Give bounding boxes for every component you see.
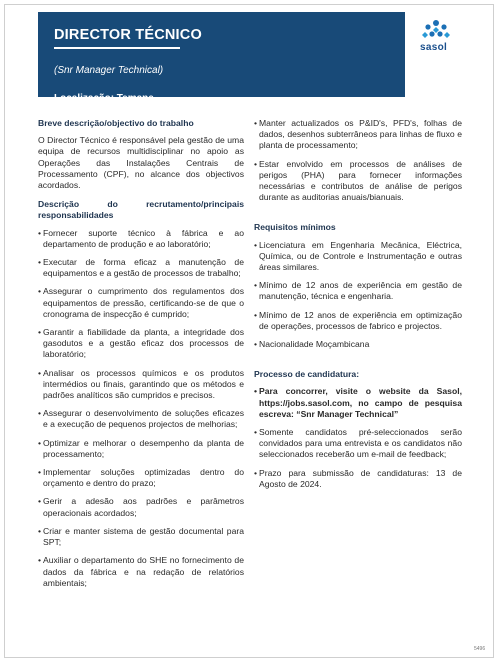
list-item: • Manter actualizados os P&ID's, PFD's, folhas de dados, desenhos subterrâneos para linhas de fluxo e planta de processamento; <box>254 118 462 152</box>
list-item: • Nacionalidade Moçambicana <box>254 339 462 350</box>
list-item: • Executar de forma eficaz a manutenção de equipamentos e a gestão de processos de trabalho; <box>38 257 244 279</box>
left-column <box>38 118 244 596</box>
job-subtitle: (Snr Manager Technical) <box>54 65 164 76</box>
list-item: • Estar envolvido em processos de análises de perigos (PHA) para fornecer informações necessárias e contributos de análise de perigos durante as auditorias anuais/bianuais. <box>254 159 462 204</box>
page-code: 5496 <box>474 646 486 652</box>
right-column <box>254 118 462 497</box>
duties-list-continued <box>254 118 462 203</box>
job-title: DIRECTOR TÉCNICO <box>54 27 202 43</box>
list-item: • Criar e manter sistema de gestão documental para SPT; <box>38 526 244 548</box>
list-item: • Somente candidatos pré-seleccionados serão convidados para uma entrevista e os candidatos não seleccionados receberão um e-mail de feedback; <box>254 427 462 461</box>
list-item: • Implementar soluções optimizadas dentro do orçamento e dentro do prazo; <box>38 467 244 489</box>
brief-heading: Breve descrição/objectivo do trabalho <box>38 118 194 128</box>
list-item: • Fornecer suporte técnico à fábrica e ao departamento de produção e ao laboratório; <box>38 228 244 250</box>
sasol-logo-text: sasol <box>420 42 448 53</box>
requirements-list <box>254 240 462 351</box>
list-item: • Assegurar o cumprimento dos regulamentos dos equipamentos de pressão, certificando-se de que o cronograma de inspecção é cumprido; <box>38 286 244 320</box>
list-item: • Licenciatura em Engenharia Mecânica, Eléctrica, Química, ou de Controle e Instrumentação e outras áreas similares. <box>254 240 462 274</box>
duties-heading: Descrição do recrutamento/principais responsabilidades <box>38 199 244 221</box>
list-item: • Assegurar o desenvolvimento de soluções eficazes e a execução de pequenos projectos de melhorias; <box>38 408 244 430</box>
list-item: • Garantir a fiabilidade da planta, a integridade dos gasodutos e a gestão eficaz dos processos de laboratório; <box>38 327 244 361</box>
sasol-logo <box>405 12 470 97</box>
list-item: • Optimizar e melhorar o desempenho da planta de processamento; <box>38 438 244 460</box>
sasol-logo-icon <box>419 18 453 42</box>
list-item: • Auxiliar o departamento do SHE no fornecimento de dados da fábrica e na redação de relatórios ambientais; <box>38 555 244 589</box>
apply-instructions: • Para concorrer, visite o website da Sasol, https://jobs.sasol.com, no campo de pesquisa escreva: “Snr Manager Technical” <box>254 386 462 420</box>
list-item: • Gerir a adesão aos padrões e parâmetros operacionais acordados; <box>38 496 244 518</box>
list-item: • Analisar os processos químicos e os produtos intermédios ou finais, garantindo que os métodos e padrões analíticos são cumpridos e precisos. <box>38 368 244 402</box>
list-item: • Prazo para submissão de candidaturas: 13 de Agosto de 2024. <box>254 468 462 490</box>
job-location: Localização: Temane <box>54 93 154 104</box>
list-item: • Mínimo de 12 anos de experiência em optimização de operações, processos de fabrico e projectos. <box>254 310 462 332</box>
list-item: • Mínimo de 12 anos de experiência em gestão de manutenção, técnica e engenharia. <box>254 280 462 302</box>
brief-text: O Director Técnico é responsável pela gestão de uma equipa de recursos multidisciplinar no apoio as Operações das Instalações Centrais de Processamento (CPF), no alcance dos objectivos acordados. <box>38 135 244 191</box>
process-list <box>254 386 462 490</box>
title-underline <box>54 47 180 49</box>
process-heading: Processo de candidatura: <box>254 369 360 380</box>
requirements-heading: Requisitos mínimos <box>254 222 336 233</box>
duties-list <box>38 228 244 589</box>
